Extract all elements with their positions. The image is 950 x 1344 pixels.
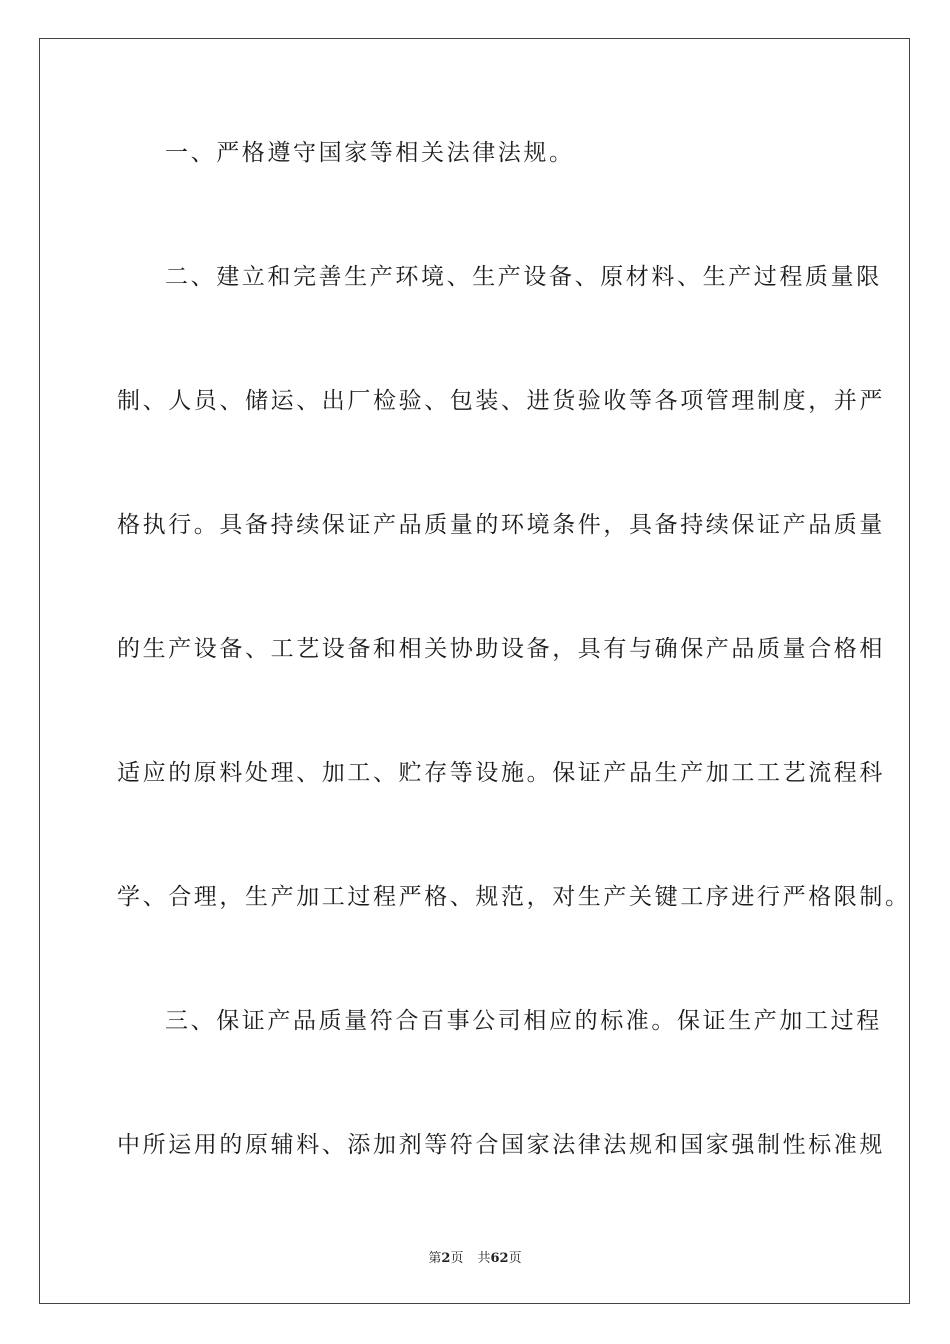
paragraph-2-line-1: 二、建立和完善生产环境、生产设备、原材料、生产过程质量限	[165, 264, 882, 290]
page-border	[39, 38, 910, 1304]
total-suffix: 页	[508, 1251, 522, 1266]
page-current: 2	[441, 1251, 451, 1266]
page-footer	[0, 1247, 950, 1266]
paragraph-2-line-5: 适应的原料处理、加工、贮存等设施。保证产品生产加工工艺流程科	[117, 760, 885, 786]
paragraph-3-line-2: 中所运用的原辅料、添加剂等符合国家法律法规和国家强制性标准规	[117, 1132, 885, 1158]
paragraph-2-line-6: 学、合理，生产加工过程严格、规范，对生产关键工序进行严格限制。	[117, 884, 911, 910]
paragraph-2-line-4: 的生产设备、工艺设备和相关协助设备，具有与确保产品质量合格相	[117, 636, 885, 662]
paragraph-2-line-2: 制、人员、储运、出厂检验、包装、进货验收等各项管理制度，并严	[117, 388, 885, 414]
total-prefix: 共	[477, 1251, 491, 1266]
paragraph-1-line-1: 一、严格遵守国家等相关法律法规。	[165, 140, 575, 166]
paragraph-3-line-1: 三、保证产品质量符合百事公司相应的标准。保证生产加工过程	[165, 1008, 882, 1034]
page-prefix: 第	[428, 1251, 442, 1266]
paragraph-2-line-3: 格执行。具备持续保证产品质量的环境条件，具备持续保证产品质量	[117, 512, 885, 538]
page-suffix: 页	[450, 1251, 464, 1266]
page-total: 62	[490, 1251, 509, 1266]
